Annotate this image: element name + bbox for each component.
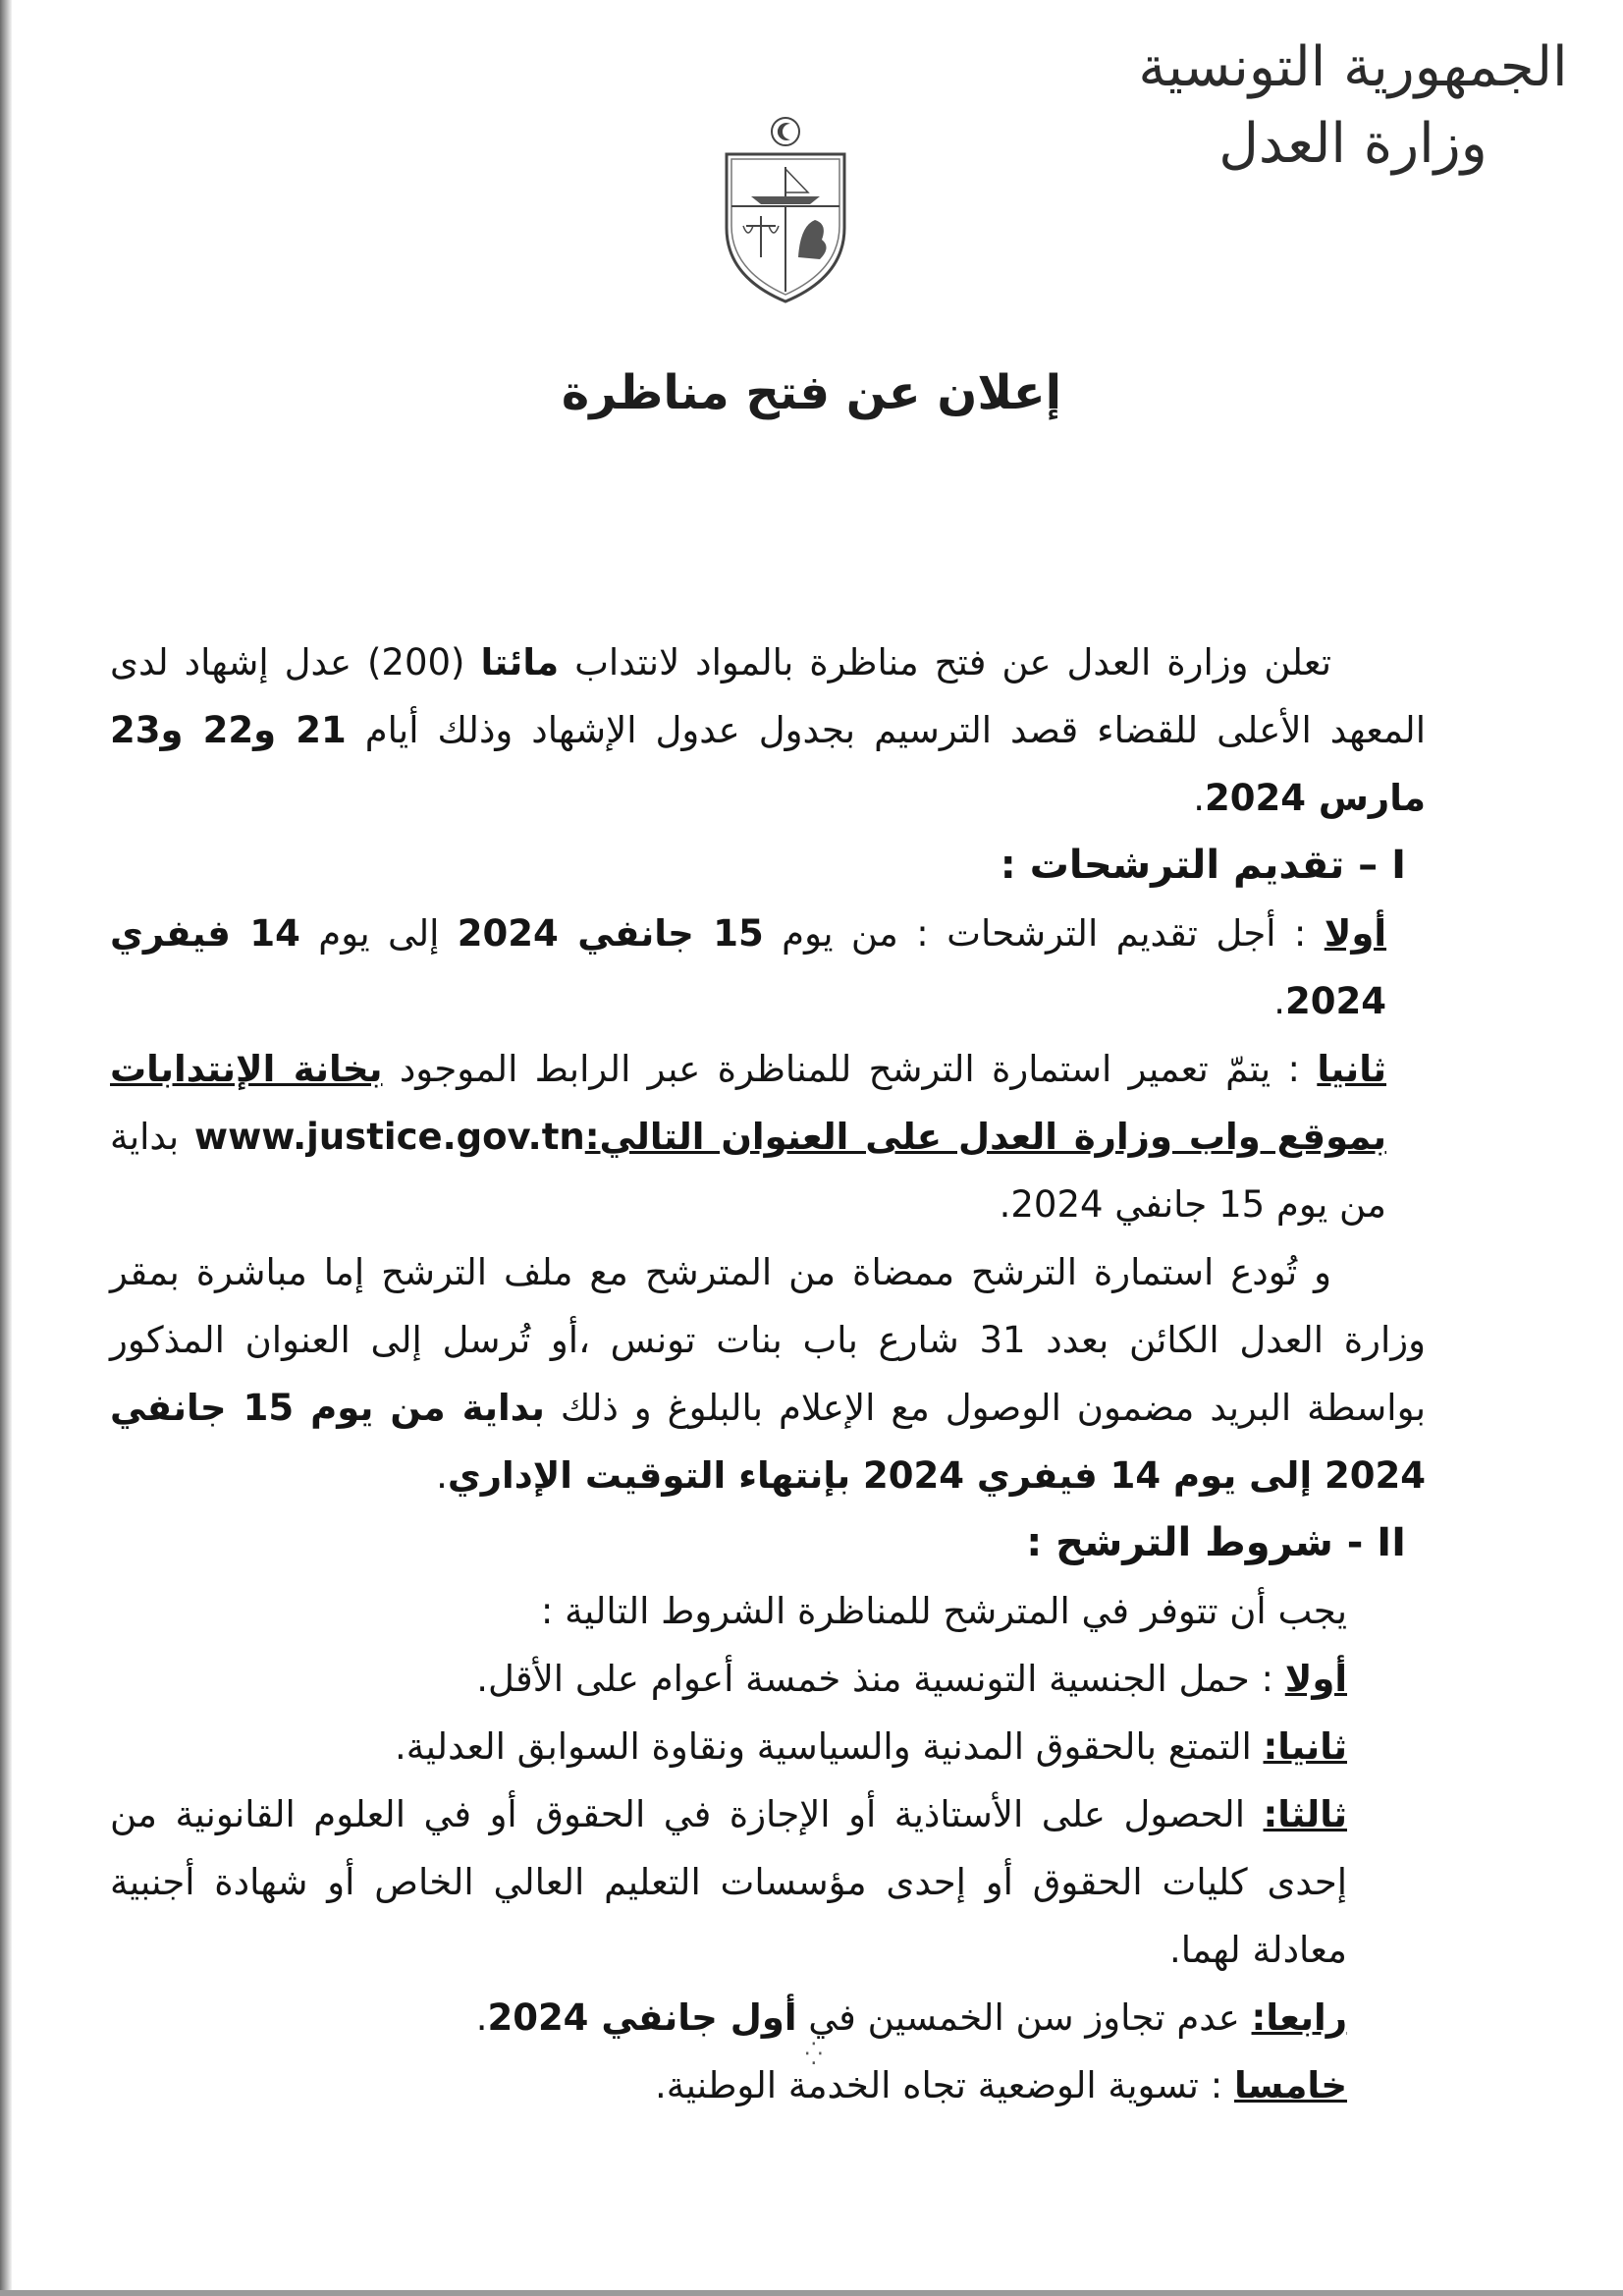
condition-label: خامسا bbox=[1233, 2064, 1347, 2106]
condition-label: ثالثا: bbox=[1263, 1793, 1347, 1835]
item-label: ثانيا bbox=[1317, 1048, 1386, 1090]
item-end: . bbox=[1273, 980, 1286, 1022]
date-to: 14 فيفري 2024 bbox=[110, 912, 1386, 1022]
condition-label: رابعا: bbox=[1251, 1996, 1347, 2039]
item-second bbox=[110, 1035, 1426, 1238]
condition-date: أول جانفي 2024 bbox=[487, 1996, 797, 2039]
intro-text: تعلن وزارة العدل عن فتح مناظرة بالمواد لانتداب bbox=[559, 641, 1331, 683]
item-label: أولا bbox=[1324, 912, 1387, 955]
intro-paragraph bbox=[110, 629, 1426, 832]
deposit-deadline: بداية من يوم 15 جانفي 2024 إلى يوم 14 فيفري 2024 بإنتهاء التوقيت الإداري bbox=[110, 1387, 1426, 1497]
section-2-heading: II - شروط الترشح : bbox=[1026, 1520, 1406, 1565]
letterhead bbox=[1137, 29, 1569, 183]
count-word: مائتا bbox=[480, 641, 560, 683]
condition-text: عدم تجاوز سن الخمسين في bbox=[796, 1996, 1252, 2039]
item-text-mid: إلى يوم bbox=[299, 912, 458, 955]
conditions-intro: يجب أن تتوفر في المترشح للمناظرة الشروط التالية : bbox=[540, 1590, 1347, 1632]
ministry-name: وزارة العدل bbox=[1218, 112, 1488, 176]
condition-5 bbox=[110, 2051, 1426, 2119]
scan-speck: ⁛ bbox=[805, 2043, 823, 2067]
announcement-body bbox=[110, 629, 1426, 2119]
condition-end: . bbox=[475, 1996, 488, 2039]
condition-text: الحصول على الأستاذية أو الإجازة في الحقوق أو في العلوم القانونية من إحدى كليات الحقوق أو إحدى مؤسسات التعليم العالي الخاص أو شهادة أجنبية معادلة لهما. bbox=[110, 1793, 1347, 1971]
condition-3 bbox=[110, 1780, 1426, 1984]
condition-2 bbox=[110, 1713, 1426, 1780]
deposit-end: . bbox=[436, 1454, 448, 1497]
condition-text: : حمل الجنسية التونسية منذ خمسة أعوام على الأقل. bbox=[476, 1658, 1285, 1700]
condition-text: التمتع بالحقوق المدنية والسياسية ونقاوة السوابق العدلية. bbox=[395, 1725, 1264, 1768]
exam-dates: 21 و22 و23 مارس 2024 bbox=[110, 709, 1426, 819]
item-text: : يتمّ تعمير استمارة الترشح للمناظرة عبر الرابط الموجود bbox=[382, 1048, 1318, 1090]
condition-4 bbox=[110, 1984, 1426, 2051]
condition-label: أولا bbox=[1284, 1658, 1347, 1700]
scan-edge-bottom bbox=[0, 2290, 1623, 2296]
date-from: 15 جانفي 2024 bbox=[457, 912, 764, 955]
condition-text: : تسوية الوضعية تجاه الخدمة الوطنية. bbox=[655, 2064, 1234, 2106]
item-first bbox=[110, 900, 1426, 1035]
intro-text-2: (200) عدل إشهاد لدى المعهد الأعلى للقضاء قصد الترسيم بجدول عدول الإشهاد وذلك أيام bbox=[110, 641, 1426, 751]
item-text: : أجل تقديم الترشحات : من يوم bbox=[763, 912, 1325, 955]
item-end: بداية من يوم 15 جانفي 2024. bbox=[110, 1116, 1386, 1226]
deposit-paragraph bbox=[110, 1238, 1426, 1509]
deposit-text: و تُودع استمارة الترشح ممضاة من المترشح مع ملف الترشح إما مباشرة بمقر وزارة العدل الكائن بعدد 31 شارع باب بنات تونس ،أو تُرسل إلى العنوان المذكور بواسطة البريد مضمون الوصول مع الإعلام بالبلوغ و ذلك bbox=[110, 1251, 1426, 1429]
website-url[interactable]: www.justice.gov.tn bbox=[193, 1116, 585, 1158]
page-title: إعلان عن فتح مناظرة bbox=[561, 365, 1062, 420]
condition-1 bbox=[110, 1645, 1426, 1713]
tunisia-coat-of-arms-icon bbox=[712, 110, 859, 306]
section-1-heading: I – تقديم الترشحات : bbox=[1000, 843, 1406, 888]
republic-name: الجمهورية التونسية bbox=[1138, 35, 1568, 99]
condition-label: ثانيا: bbox=[1263, 1725, 1347, 1768]
intro-end: . bbox=[1193, 777, 1205, 819]
scan-edge bbox=[0, 0, 12, 2296]
link-label: بخانة الإنتدابات بموقع واب وزارة العدل على العنوان التالي: bbox=[110, 1048, 1386, 1158]
